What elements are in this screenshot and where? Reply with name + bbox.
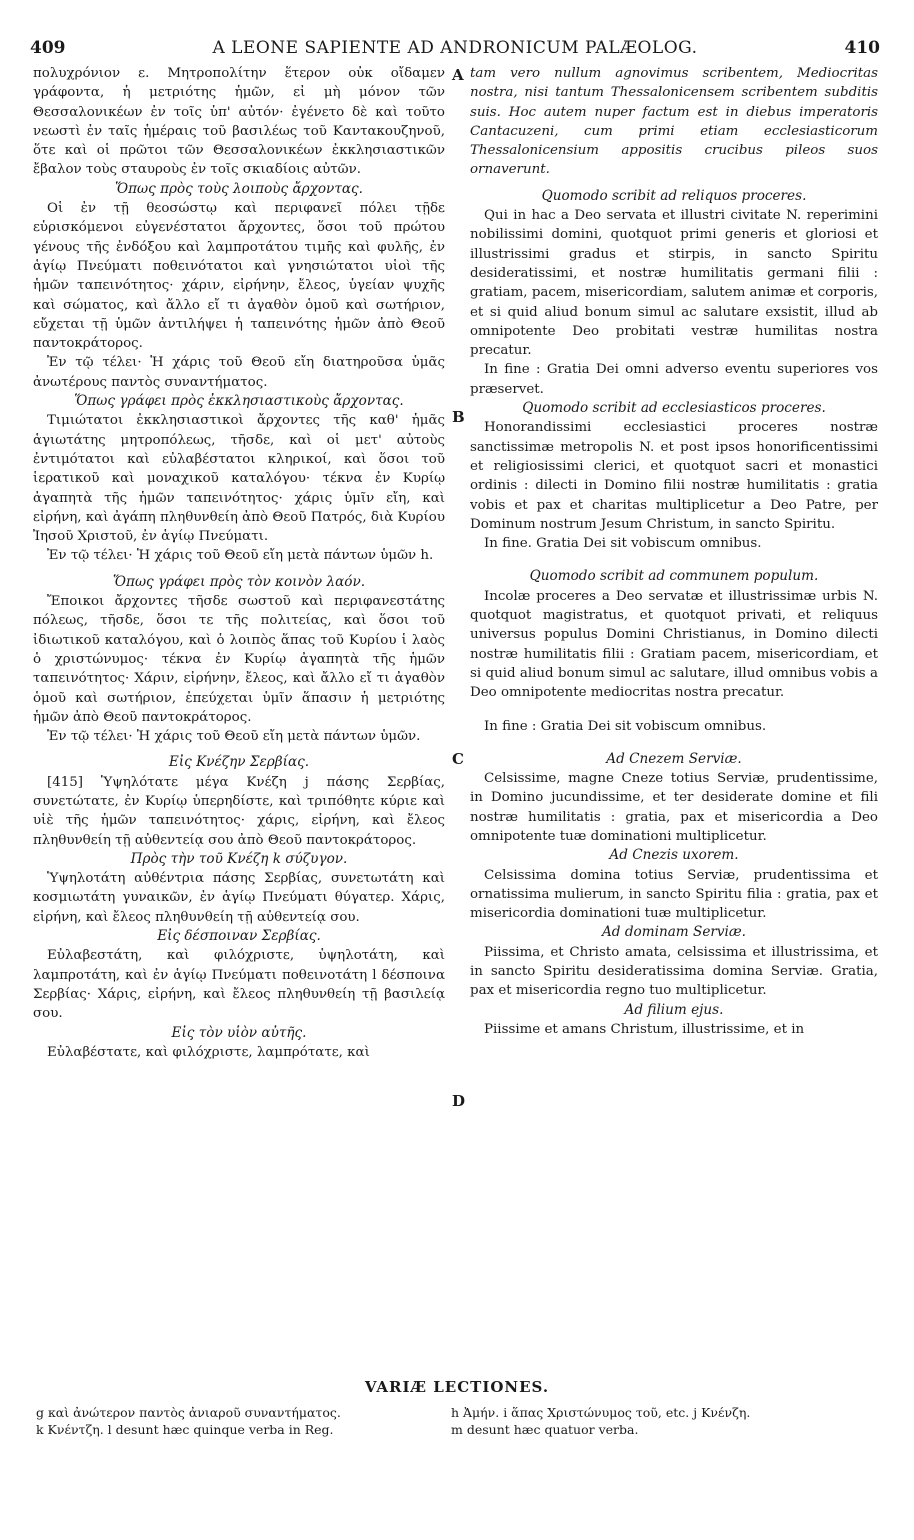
variant-note: g καὶ ἀνώτερον παντὸς ἀνιαροῦ συναντήματος.: [36, 1405, 341, 1420]
greek-section-heading: Εἰς τὸν υἱὸν αὐτῆς.: [171, 1024, 307, 1041]
greek-paragraph: [415] Ὑψηλότατε μέγα Κνέζη j πάσης Σερβίας, συνετώτατε, ἐν Κυρίῳ ὑπερηδίστε, καὶ τριπόθητε κύριε καὶ υἱὲ τῆς ἡμῶν ταπεινότητος· χάρις, εἰρήνη, καὶ ἔλεος πληθυνθείη τῇ αὐθεντείᾳ σου ἀπὸ Θεοῦ παντοκράτορος.: [33, 774, 445, 848]
greek-section-heading: Εἰς Κνέζην Σερβίας.: [168, 754, 310, 771]
latin-paragraph: Celsissime, magne Cneze totius Serviæ, prudentissime, in Domino jucundissime, et ter desiderate domine et fili nostræ humilitatis : gratia, pax et misericordia a Deo omnipotente tuæ dominationi multiplicetur.: [470, 771, 878, 844]
page-header: [30, 38, 880, 60]
variant-note: k Κνέντζη. l desunt hæc quinque verba in Reg.: [36, 1422, 334, 1437]
latin-paragraph: Piissime et amans Christum, illustrissime, et in: [484, 1021, 805, 1037]
margin-letter-b: B: [452, 408, 465, 426]
greek-column: [33, 64, 445, 1062]
variae-lectiones-title: VARIÆ LECTIONES.: [364, 1378, 550, 1396]
variant-note: m desunt hæc quatuor verba.: [451, 1422, 639, 1437]
latin-paragraph: Celsissima domina totius Serviæ, prudentissima et ornatissima mulierum, in sancto Spiritu filia : gratia, pax et misericordia dominationi tuæ multiplicetur.: [470, 867, 878, 922]
greek-section-heading: Εἰς δέσποιναν Σερβίας.: [157, 928, 321, 945]
latin-section-heading: Quomodo scribit ad reliquos proceres.: [541, 187, 807, 204]
latin-paragraph: In fine : Gratia Dei sit vobiscum omnibus.: [484, 718, 767, 734]
greek-paragraph: Οἱ ἐν τῇ θεοσώστῳ καὶ περιφανεῖ πόλει τῇδε εὑρισκόμενοι εὐγενέστατοι ἄρχοντες, ὅσοι τοῦ πρώτου γένους τῆς ἐνδόξου καὶ λαμπροτάτου τιμῆς καὶ φυλῆς, ἐν ἁγίῳ Πνεύματι ποθεινότατοι καὶ γνησιώτατοι υἱοὶ τῆς ἡμῶν ταπεινότητος· χάριν, εἰρήνην, ἔλεος, ὑγείαν ψυχῆς καὶ σώματος, καὶ ἄλλο εἴ τι ἀγαθὸν ὁμοῦ καὶ σωτήριον, εὔχεται τῇ ὑμῶν ἀντιλήψει ἡ ταπεινότης ἡμῶν ἀπὸ Θεοῦ παντοκράτορος.: [33, 201, 445, 352]
greek-paragraph: Τιμιώτατοι ἐκκλησιαστικοὶ ἄρχοντες τῆς καθ' ἡμᾶς ἁγιωτάτης μητροπόλεως, τῆσδε, καὶ οἱ μετ' αὐτοὺς ἐντιμότατοι καὶ εὐλαβέστατοι κληρικοί, καὶ ὅσοι τοῦ ἱερατικοῦ καὶ μοναχικοῦ καταλόγου· τέκνα ἐν Κυρίῳ ἀγαπητὰ τῆς ἡμῶν ταπεινότητος· χάρις ὑμῖν εἴη, καὶ εἰρήνη, καὶ ἀγάπη πληθυνθείη ἀπὸ Θεοῦ Πατρός, διὰ Κυρίου Ἰησοῦ Χριστοῦ, ἐν ἁγίῳ Πνεύματι.: [33, 413, 445, 545]
latin-paragraph: Piissima, et Christo amata, celsissima et illustrissima, et in sancto Spiritu desideratissima domina Serviæ. Gratia, pax et misericordia regno tuo multiplicetur.: [470, 944, 878, 999]
greek-section-heading: Ὅπως πρὸς τοὺς λοιποὺς ἄρχοντας.: [115, 180, 363, 197]
latin-paragraph: Incolæ proceres a Deo servatæ et illustrissimæ urbis N. quotquot magistratus, et quotquot privati, et reliquus universus populus Domini Christianus, in Domino dilecti nostræ humilitatis filii : Gratiam pacem, misericordiam, et si quid aliud bonum simul ac salutare, illud omnibus vobis a Deo omnipotente mediocritas nostra precatur.: [470, 588, 878, 701]
latin-section-heading: Ad dominam Serviæ.: [601, 924, 746, 941]
latin-paragraph: Qui in hac a Deo servata et illustri civitate N. reperimini nobilissimi domini, quotquot primi generis et gloriosi et illustrissimi gradus et stirpis, in sancto Spiritu desideratissimi, et nostræ humilitatis germani filii : gratiam, pacem, misericordiam, salutem animæ et corporis, et si quid aliud bonum simul ac salutare exsistit, illud ab omnipotente Deo probitati vestræ humilitas nostra precatur.: [470, 208, 878, 359]
greek-paragraph: Εὐλαβέστατε, καὶ φιλόχριστε, λαμπρότατε, καὶ: [47, 1044, 370, 1060]
margin-letter-a: A: [452, 66, 464, 84]
latin-section-heading: Ad Cnezem Serviæ.: [606, 750, 742, 767]
latin-paragraph: Honorandissimi ecclesiastici proceres nostræ sanctissimæ metropolis N. et post ipsos honorificentissimi et religiosissimi clerici, et quotquot sacri et monastici ordinis : dilecti in Domino filii nostræ humilitatis : gratia vobis et pax et charitas multiplicetur a Deo Patre, per Dominum nostrum Jesum Christum, in sancto Spiritu.: [470, 420, 878, 532]
greek-paragraph: Ἐν τῷ τέλει· Ἡ χάρις τοῦ Θεοῦ εἴη μετὰ πάντων ὑμῶν h.: [47, 548, 434, 564]
page-number-left: 409: [30, 38, 66, 58]
variant-note: h Ἀμήν. i ἅπας Χριστώνυμος τοῦ, etc. j Κνένζη.: [451, 1405, 751, 1420]
greek-paragraph: Εὐλαβεστάτη, καὶ φιλόχριστε, ὑψηλοτάτη, καὶ λαμπροτάτη, καὶ ἐν ἁγίῳ Πνεύματι ποθεινοτάτη l δέσποινα Σερβίας· Χάρις, εἰρήνη, καὶ ἔλεος πληθυνθείη τῇ βασιλείᾳ σου.: [33, 948, 445, 1022]
greek-paragraph: Ἐν τῷ τέλει· Ἡ χάρις τοῦ Θεοῦ εἴη διατηροῦσα ὑμᾶς ἀνωτέρους παντὸς συναντήματος.: [33, 355, 445, 390]
latin-section-heading: Quomodo scribit ad ecclesiasticos proceres.: [522, 400, 826, 417]
page-number-right: 410: [844, 38, 880, 58]
running-title: A LEONE SAPIENTE AD ANDRONICUM PALÆOLOG.: [212, 38, 698, 58]
greek-section-heading: Πρὸς τὴν τοῦ Κνέζη k σύζυγον.: [130, 850, 348, 867]
latin-paragraph: In fine : Gratia Dei omni adverso eventu superiores vos præservet.: [470, 362, 878, 397]
latin-section-heading: Quomodo scribit ad communem populum.: [529, 568, 819, 585]
greek-section-heading: Ὅπως γράφει πρὸς ἐκκλησιαστικοὺς ἄρχοντας.: [74, 393, 404, 410]
greek-section-heading: Ὅπως γράφει πρὸς τὸν κοινὸν λαόν.: [112, 573, 366, 590]
margin-letter-d: D: [452, 1092, 466, 1110]
greek-paragraph: Ἔποικοι ἄρχοντες τῆσδε σωστοῦ καὶ περιφανεστάτης πόλεως, τῆσδε, ὅσοι τε τῆς πολιτείας, καὶ ὅσοι τοῦ ἰδιωτικοῦ καταλόγου, καὶ ὁ λοιπὸς ἅπας τοῦ Κυρίου ἱ λαὸς ὁ χριστώνυμος· τέκνα ἐν Κυρίῳ ἀγαπητὰ τῆς ἡμῶν ταπεινότητος· Χάριν, εἰρήνην, ἔλεος, καὶ ἄλλο εἴ τι ἀγαθὸν ὁμοῦ καὶ σωτήριον, ἐπεύχεται ὑμῖν ἅπασιν ἡ μετριότης ἡμῶν ἀπὸ Θεοῦ παντοκράτορος.: [33, 594, 445, 725]
margin-letter-c: C: [452, 750, 464, 768]
greek-paragraph: Ὑψηλοτάτη αὐθέντρια πάσης Σερβίας, συνετωτάτη καὶ κοσμιωτάτη γυναικῶν, ἐν ἁγίῳ Πνεύματι θύγατερ. Χάρις, εἰρήνη, καὶ ἔλεος πληθυνθείη τῇ αὐθεντείᾳ σου.: [33, 871, 445, 925]
latin-paragraph: In fine. Gratia Dei sit vobiscum omnibus.: [484, 536, 762, 552]
greek-paragraph: πολυχρόνιον ε. Μητροπολίτην ἕτερον οὐκ οἴδαμεν γράφοντα, ἡ μετριότης ἡμῶν, εἰ μὴ μόνον τῶν Θεσσαλονικέων ἐν τοῖς ὑπ' αὐτόν· ἐγένετο δὲ καὶ τοῦτο νεωστὶ ἐν ταῖς ἡμέραις τοῦ βασιλέως τοῦ Καντακουζηνοῦ, ὅτε καὶ οἱ πρῶτοι τῶν Θεσσαλονικέων ἐκκλησιαστικῶν ἔβαλον τοὺς σταυροὺς ἐν τοῖς σκιαδίοις αὐτῶν.: [33, 66, 445, 178]
greek-paragraph: Ἐν τῷ τέλει· Ἡ χάρις τοῦ Θεοῦ εἴη μετὰ πάντων ὑμῶν.: [47, 729, 421, 745]
latin-paragraph: tam vero nullum agnovimus scribentem, Mediocritas nostra, nisi tantum Thessalonicensem scribentem subditis suis. Hoc autem nuper factum est in diebus imperatoris Cantacuzeni, cum primi etiam ecclesiasticorum Thessalonicensium appositis crucibus pileos suos ornaverunt.: [470, 66, 878, 178]
latin-column: [470, 64, 878, 1039]
latin-section-heading: Ad Cnezis uxorem.: [609, 847, 739, 864]
latin-section-heading: Ad filium ejus.: [624, 1001, 724, 1018]
